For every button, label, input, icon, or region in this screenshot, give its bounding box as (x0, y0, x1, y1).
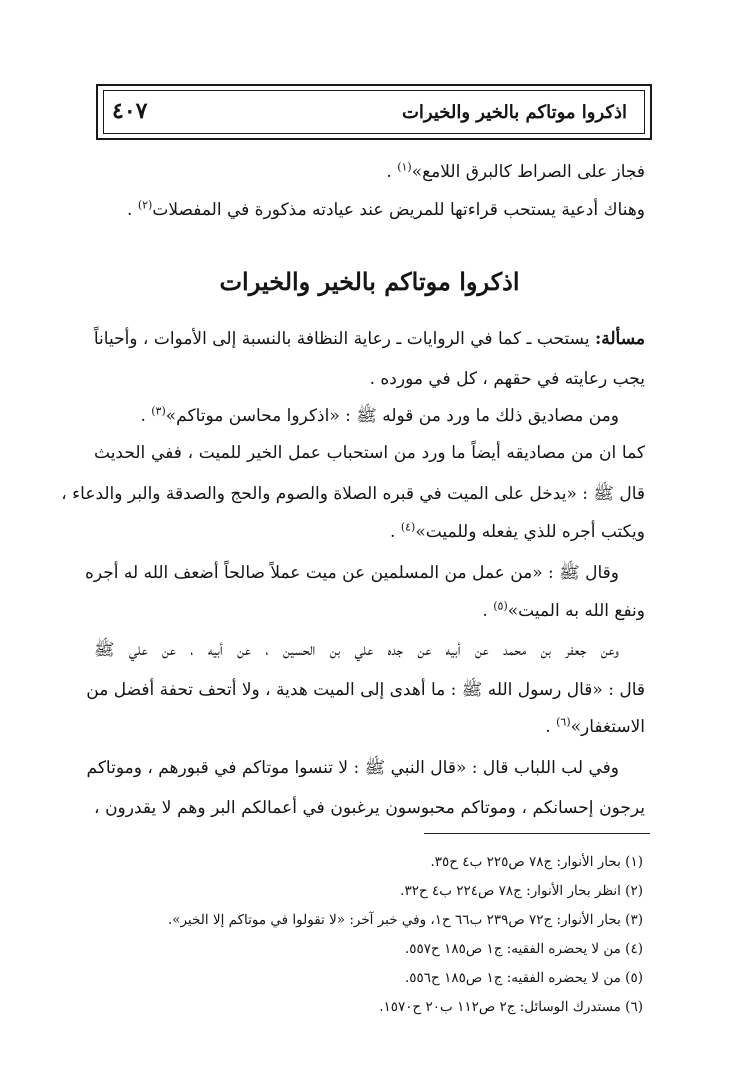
issue-label: مسألة: (594, 329, 645, 349)
footnote-ref-4: (٤) (400, 520, 416, 534)
footnote-5: (٥) من لا يحضره الفقيه: ج١ ص١٨٥ ح٥٥٦. (404, 970, 643, 986)
body-line-11: وعن جعفر بن محمد عن أبيه عن جده علي بن الحسين ، عن أبيه ، عن علي ﷺ (94, 640, 619, 660)
section-heading: اذكروا موتاكم بالخير والخيرات (219, 267, 520, 296)
body-line-7: قال ﷺ : «يدخل على الميت في قبره الصلاة والصوم والحج والصدقة والبر والدعاء ، (61, 484, 645, 504)
body-line-13: الاستغفار»$^{(٦)}$ . (545, 715, 645, 737)
body-line-2: وهناك أدعية يستحب قراءتها للمريض عند عيادته مذكورة في المفصلات$^{(٢)}$ . (127, 198, 645, 220)
body-line-12: قال : «قال رسول الله ﷺ : ما أهدى إلى الميت هدية ، ولا أتحف تحفة أفضل من (86, 680, 645, 700)
body-line-10: ونفع الله به الميت»$^{(٥)}$ . (482, 599, 645, 621)
running-head: اذكروا موتاكم بالخير والخيرات (401, 102, 627, 123)
body-line-9: وقال ﷺ : «من عمل من المسلمين عن ميت عملاً صالحاً أضعف الله له أجره (84, 563, 619, 583)
footnote-ref-1: (١) (397, 160, 412, 174)
page-number: ٤٠٧ (112, 98, 148, 124)
body-line-15: يرجون إحسانكم ، وموتاكم محبوسون يرغبون في أعمالكم البر وهم لا يقدرون ، (94, 798, 645, 818)
body-line-4: يجب رعايته في حقهم ، كل في مورده . (369, 369, 645, 389)
footnote-6: (٦) مستدرك الوسائل: ج٢ ص١١٢ ب٢٠ ح١٥٧٠. (379, 999, 643, 1015)
body-line-8: ويكتب أجره للذي يفعله وللميت»$^{(٤)}$ . (390, 520, 645, 542)
body-line-3: مسألة: يستحب ـ كما في الروايات ـ رعاية النظافة بالنسبة إلى الأموات ، وأحياناً (93, 329, 645, 349)
footnote-1: (١) بحار الأنوار: ج٧٨ ص٢٢٥ ب٤ ح٣٥. (430, 854, 643, 870)
footnote-separator (424, 833, 650, 834)
footnote-ref-6: (٦) (556, 715, 571, 729)
footnote-ref-3: (٣) (151, 404, 166, 418)
footnote-3: (٣) بحار الأنوار: ج٧٢ ص٢٣٩ ب٦٦ ح١، وفي خبر آخر: «لا تقولوا في موتاكم إلا الخير». (167, 912, 643, 928)
footnote-2: (٢) انظر بحار الأنوار: ج٧٨ ص٢٢٤ ب٤ ح٣٢. (400, 883, 643, 899)
footnote-ref-2: (٢) (137, 198, 153, 212)
body-line-1: فجاز على الصراط كالبرق اللامع»$^{(١)}$ . (386, 160, 645, 182)
footnote-ref-5: (٥) (493, 599, 508, 613)
footnote-4: (٤) من لا يحضره الفقيه: ج١ ص١٨٥ ح٥٥٧. (404, 941, 643, 957)
body-line-14: وفي لب اللباب قال : «قال النبي ﷺ : لا تنسوا موتاكم في قبورهم ، وموتاكم (86, 758, 619, 778)
body-line-6: كما ان من مصاديقه أيضاً ما ورد من استحباب عمل الخير للميت ، ففي الحديث (94, 443, 645, 463)
body-line-5: ومن مصاديق ذلك ما ورد من قوله ﷺ : «اذكروا محاسن موتاكم»$^{(٣)}$ . (140, 404, 619, 426)
